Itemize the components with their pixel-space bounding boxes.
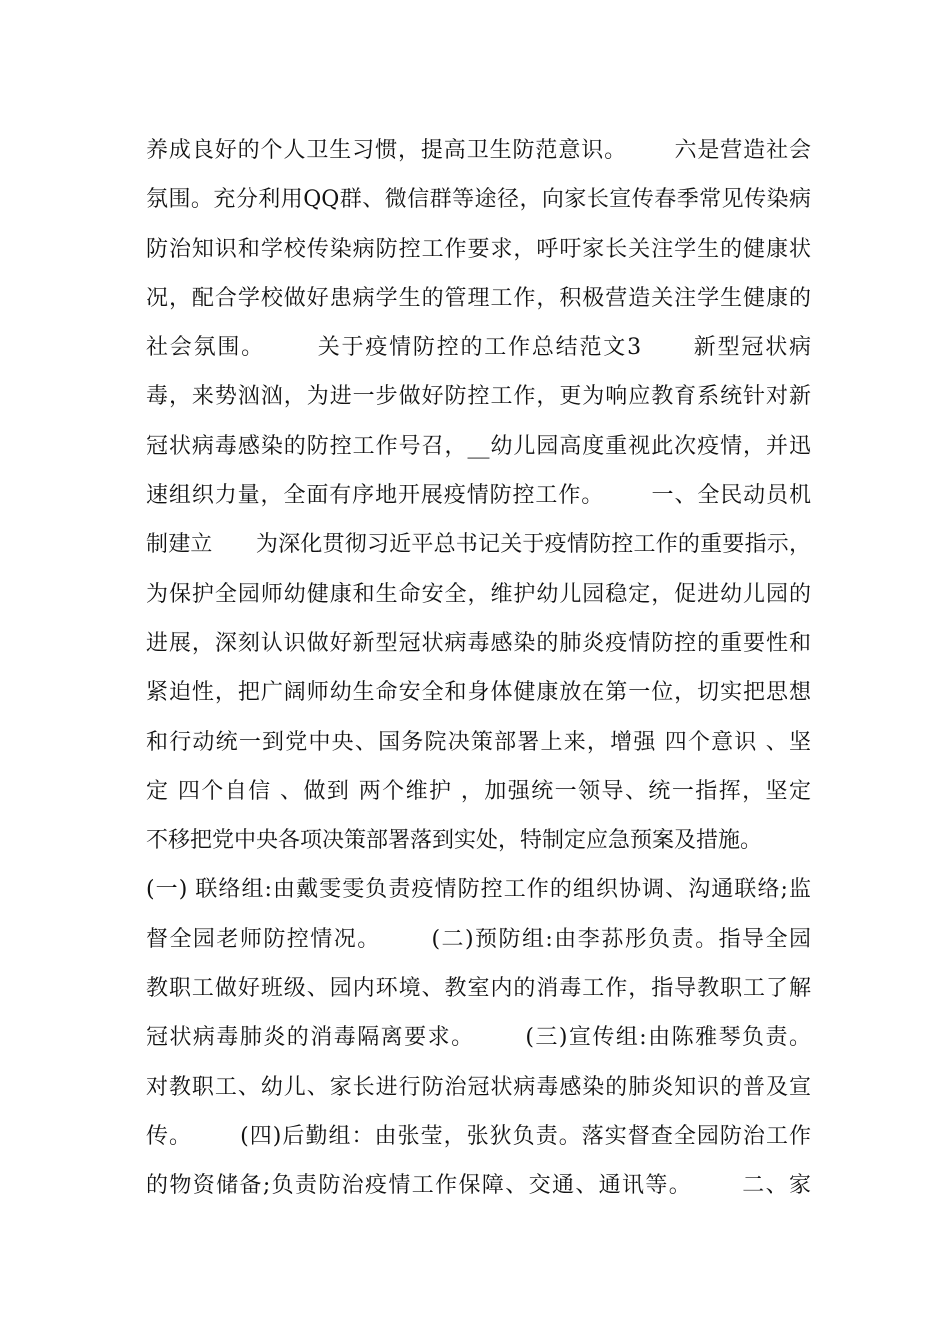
text-line: 氛围。充分利用QQ群、微信群等途径，向家长宣传春季常见传染病: [146, 187, 811, 213]
text-line: 防治知识和学校传染病防控工作要求，呼吁家长关注学生的健康状: [146, 236, 811, 262]
text-line: 和行动统一到党中央、国务院决策部署上来，增强 四个意识 、坚: [146, 729, 811, 755]
text-line: 紧迫性，把广阔师幼生命安全和身体健康放在第一位，切实把思想: [146, 680, 811, 706]
text-line: 传。 (四)后勤组：由张莹，张狄负责。落实督查全园防治工作: [146, 1123, 811, 1149]
text-line: 冠状病毒肺炎的消毒隔离要求。 (三)宣传组:由陈雅琴负责。: [146, 1025, 811, 1051]
text-line: 的物资储备;负责防治疫情工作保障、交通、通讯等。 二、家: [146, 1173, 811, 1199]
text-line: 社会氛围。 关于疫情防控的工作总结范文3 新型冠状病: [146, 335, 811, 361]
text-line: 毒，来势汹汹，为进一步做好防控工作，更为响应教育系统针对新: [146, 384, 811, 410]
text-line: 制建立 为深化贯彻习近平总书记关于疫情防控工作的重要指示，: [146, 532, 811, 558]
text-line: (一) 联络组:由戴雯雯负责疫情防控工作的组织协调、沟通联络;监: [146, 877, 811, 903]
text-line: 督全园老师防控情况。 (二)预防组:由李荪彤负责。指导全园: [146, 926, 811, 952]
text-line: 冠状病毒感染的防控工作号召，__幼儿园高度重视此次疫情，并迅: [146, 433, 811, 459]
text-line: 速组织力量，全面有序地开展疫情防控工作。 一、全民动员机: [146, 483, 811, 509]
body-text: [146, 126, 811, 1211]
text-line: 况，配合学校做好患病学生的管理工作，积极营造关注学生健康的: [146, 285, 811, 311]
text-line: 不移把党中央各项决策部署落到实处，特制定应急预案及措施。: [146, 828, 763, 854]
text-line: 进展，深刻认识做好新型冠状病毒感染的肺炎疫情防控的重要性和: [146, 630, 811, 656]
text-line: 养成良好的个人卫生习惯，提高卫生防范意识。 六是营造社会: [146, 138, 811, 163]
text-line: 定 四个自信 、做到 两个维护 ，加强统一领导、统一指挥，坚定: [146, 778, 811, 804]
text-line: 教职工做好班级、园内环境、教室内的消毒工作，指导教职工了解: [146, 976, 811, 1002]
text-line: 对教职工、幼儿、家长进行防治冠状病毒感染的肺炎知识的普及宣: [146, 1074, 811, 1100]
text-line: 为保护全园师幼健康和生命安全，维护幼儿园稳定，促进幼儿园的: [146, 581, 811, 607]
